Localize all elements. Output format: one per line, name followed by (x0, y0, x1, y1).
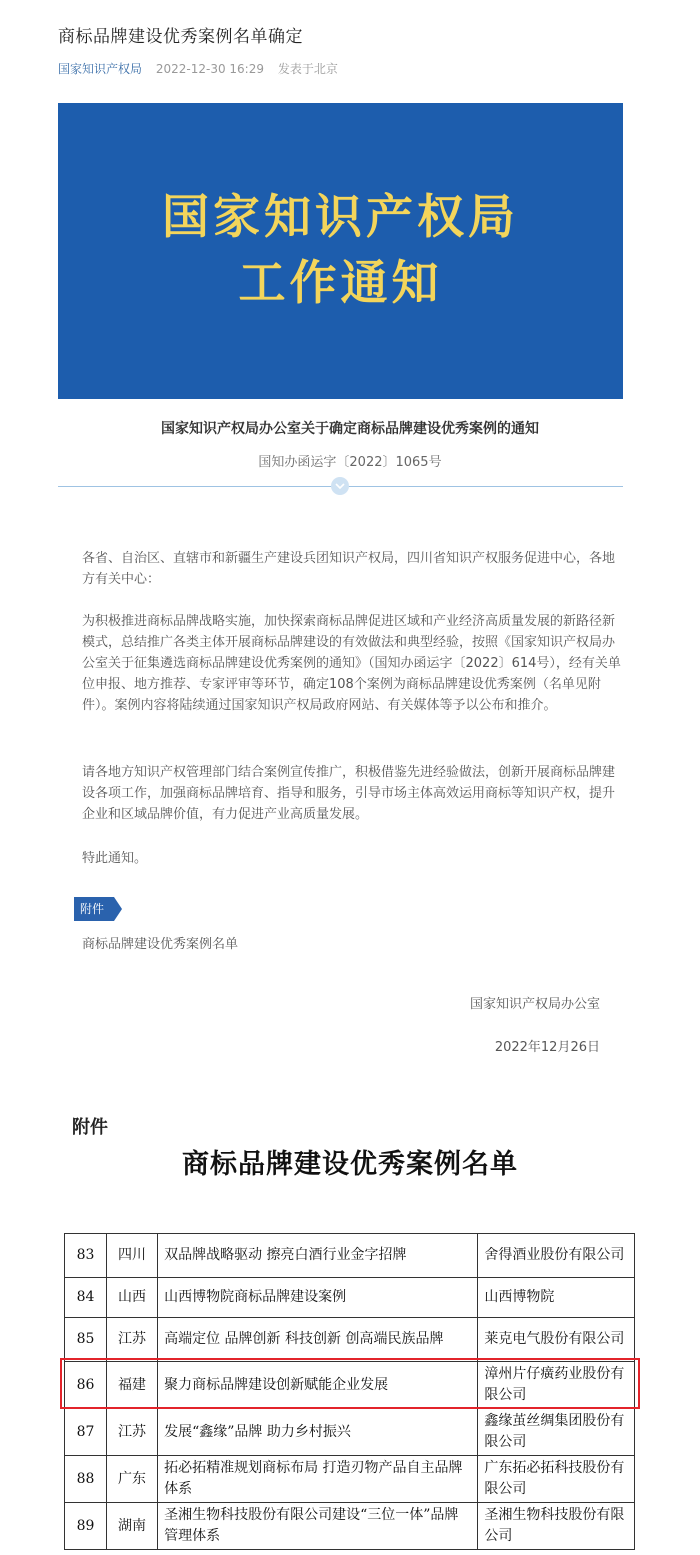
salutation-paragraph: 各省、自治区、直辖市和新疆生产建设兵团知识产权局，四川省知识产权服务促进中心，各地方有关中心： (82, 551, 616, 587)
article-location: 发表于北京 (277, 62, 338, 76)
case-organization: 圣湘生物科技股份有限公司 (478, 1503, 635, 1550)
appendix-title: 商标品牌建设优秀案例名单 (182, 1149, 518, 1180)
article-title: 商标品牌建设优秀案例名单确定 (58, 27, 303, 47)
signature-org: 国家知识产权局办公室 (469, 997, 600, 1012)
case-number: 84 (65, 1278, 107, 1318)
notice-title: 国家知识产权局办公室关于确定商标品牌建设优秀案例的通知 (161, 421, 539, 437)
body-paragraph-1: 为积极推进商标品牌战略实施，加快探索商标品牌促进区域和产业经济高质量发展的新路径新模式，总结推广各类主体开展商标品牌建设的有效做法和典型经验，按照《国家知识产权局办公室关于征集遴选商标品牌建设优秀案例的通知》（国知办函运字〔2022〕614号），经有关单位申报、地方推荐、专家评审等环节，确定108个案例为商标品牌建设优秀案例（名单见附件）。案例内容将陆续通过国家知识产权局政府网站、有关媒体等予以公布和推介。 (82, 614, 621, 713)
header-banner-image (58, 103, 623, 399)
case-name: 聚力商标品牌建设创新赋能企业发展 (158, 1362, 478, 1409)
banner-line-1: 国家知识产权局 (162, 189, 519, 245)
case-number: 86 (65, 1362, 107, 1409)
closing-paragraph: 特此通知。 (82, 851, 148, 866)
article-source-link[interactable]: 国家知识产权局 (58, 62, 143, 76)
case-name: 山西博物院商标品牌建设案例 (158, 1278, 478, 1318)
article-meta (58, 60, 338, 77)
body-paragraph-2: 请各地方知识产权管理部门结合案例宣传推广，积极借鉴先进经验做法，创新开展商标品牌建设各项工作，加强商标品牌培育、指导和服务，引导市场主体高效运用商标等知识产权，提升企业和区域品牌价值，有力促进产业高质量发展。 (82, 765, 616, 822)
case-organization: 山西博物院 (478, 1278, 635, 1318)
case-name: 双品牌战略驱动 擦亮白酒行业金字招牌 (158, 1234, 478, 1278)
table-row (65, 1456, 635, 1503)
banner-line-2: 工作通知 (238, 256, 443, 311)
case-province: 四川 (106, 1234, 157, 1278)
table-row (65, 1278, 635, 1318)
case-number: 88 (65, 1456, 107, 1503)
case-organization: 莱克电气股份有限公司 (478, 1318, 635, 1362)
document-number: 国知办函运字〔2022〕1065号 (258, 455, 442, 470)
appendix-label: 附件 (72, 1117, 108, 1138)
case-province: 江苏 (106, 1318, 157, 1362)
case-province: 山西 (106, 1278, 157, 1318)
case-name: 圣湘生物科技股份有限公司建设“三位一体”品牌管理体系 (158, 1503, 478, 1550)
case-number: 89 (65, 1503, 107, 1550)
case-organization: 广东拓必拓科技股份有限公司 (478, 1456, 635, 1503)
attachment-tag: 附件 (74, 897, 114, 921)
case-organization: 漳州片仔癀药业股份有限公司 (478, 1362, 635, 1409)
case-province: 福建 (106, 1362, 157, 1409)
article-time: 2022-12-30 16:29 (155, 62, 264, 76)
attachment-link[interactable]: 商标品牌建设优秀案例名单 (82, 937, 239, 952)
case-province: 广东 (106, 1456, 157, 1503)
table-row (65, 1234, 635, 1278)
table-row (65, 1318, 635, 1362)
case-province: 江苏 (106, 1409, 157, 1456)
case-number: 83 (65, 1234, 107, 1278)
table-row (65, 1362, 635, 1409)
case-number: 87 (65, 1409, 107, 1456)
case-organization: 鑫缘茧丝绸集团股份有限公司 (478, 1409, 635, 1456)
case-list-table (64, 1233, 635, 1550)
case-province: 湖南 (106, 1503, 157, 1550)
case-organization: 舍得酒业股份有限公司 (478, 1234, 635, 1278)
case-name: 拓必拓精准规划商标布局 打造刃物产品自主品牌体系 (158, 1456, 478, 1503)
chevron-down-icon (331, 477, 349, 495)
case-name: 高端定位 品牌创新 科技创新 创高端民族品牌 (158, 1318, 478, 1362)
case-number: 85 (65, 1318, 107, 1362)
table-row (65, 1409, 635, 1456)
table-row (65, 1503, 635, 1550)
signature-date: 2022年12月26日 (494, 1040, 600, 1055)
case-name: 发展“鑫缘”品牌 助力乡村振兴 (158, 1409, 478, 1456)
